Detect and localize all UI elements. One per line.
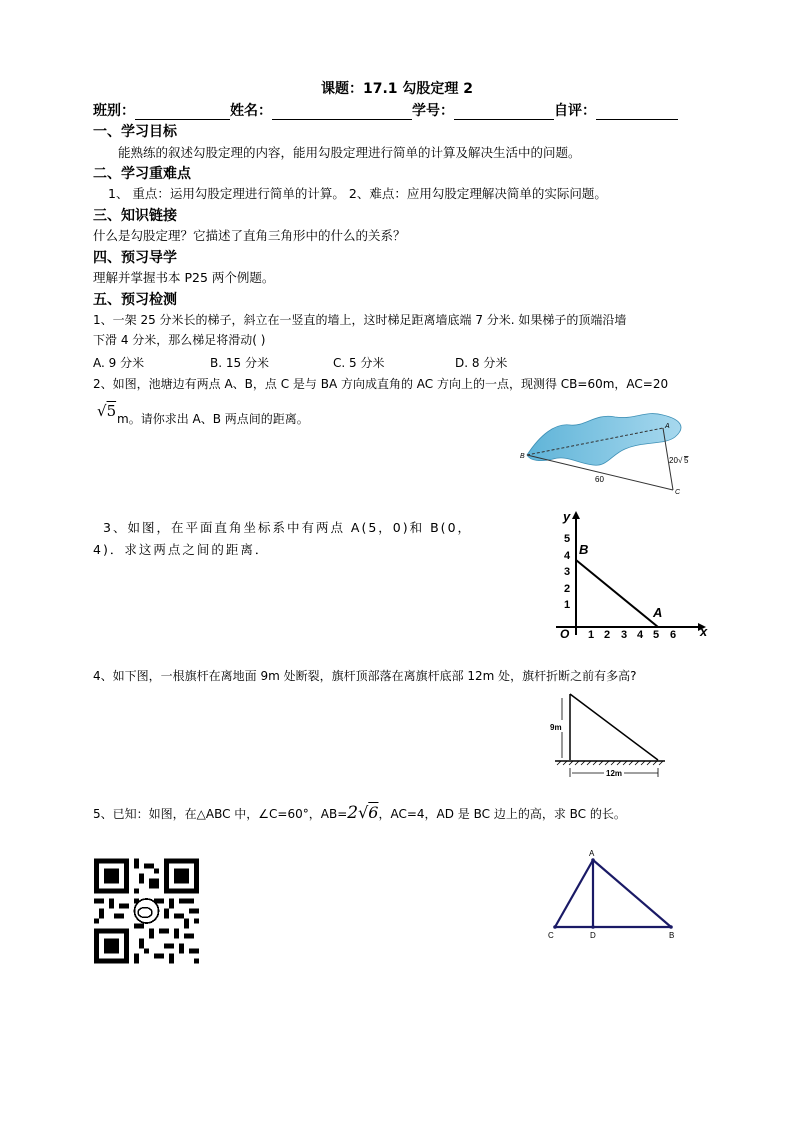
section-1-text: 能熟练的叙述勾股定理的内容，能用勾股定理进行简单的计算及解决生活中的问题。 xyxy=(118,145,581,160)
label-b: B xyxy=(669,931,675,940)
y-axis-arrow xyxy=(572,511,580,519)
q5-sqrt-sign: √ xyxy=(358,803,369,822)
q5-suffix: ，AC=4，AD 是 BC 边上的高，求 BC 的长。 xyxy=(378,807,626,821)
class-blank[interactable] xyxy=(135,105,230,120)
y-tick: 5 xyxy=(564,533,571,545)
q2-line2: m。请你求出 A、B 两点间的距离。 xyxy=(117,412,309,426)
label-20-root: 5 xyxy=(684,456,689,465)
id-blank[interactable] xyxy=(454,105,554,120)
label-b: B xyxy=(520,453,525,460)
x-tick: 5 xyxy=(653,629,660,640)
q3-line2: 4)．求这两点之间的距离． xyxy=(93,542,270,557)
q5-ab-coef: 2 xyxy=(347,803,359,823)
y-tick: 3 xyxy=(564,566,571,578)
point-b-label: B xyxy=(579,542,589,557)
eval-blank[interactable] xyxy=(596,105,678,120)
pond-figure xyxy=(515,405,700,495)
id-label: 学号： xyxy=(412,103,454,119)
x-tick: 4 xyxy=(637,629,644,640)
label-c: C xyxy=(675,489,681,495)
label-20: 20 xyxy=(669,456,678,465)
triangle-figure xyxy=(545,845,685,945)
flagpole-figure xyxy=(540,690,690,782)
name-blank[interactable] xyxy=(272,105,412,120)
q5-ab-root: 6 xyxy=(368,803,379,822)
q2-sqrt-5 xyxy=(97,402,116,420)
eval-label: 自评： xyxy=(554,103,596,119)
label-d: D xyxy=(590,931,596,940)
section-1-heading: 一、学习目标 xyxy=(93,124,177,140)
y-tick: 1 xyxy=(564,599,571,611)
y-tick: 4 xyxy=(564,550,571,562)
label-60: 60 xyxy=(595,475,604,484)
page-title: 课题：17.1 勾股定理 2 xyxy=(320,81,474,97)
qr-code-image xyxy=(94,857,199,965)
y-tick: 2 xyxy=(564,583,571,595)
axis-y-label: y xyxy=(563,509,571,524)
name-label: 姓名： xyxy=(230,103,272,119)
origin-label: O xyxy=(560,627,570,640)
q1-option-c: C. 5 分米 xyxy=(333,356,385,370)
section-4-text: 理解并掌握书本 P25 两个例题。 xyxy=(93,270,275,285)
label-c: C xyxy=(548,931,554,940)
section-2-text: 1、 重点：运用勾股定理进行简单的计算。 2、难点：应用勾股定理解决简单的实际问题。 xyxy=(108,186,607,201)
x-tick: 6 xyxy=(670,629,677,640)
label-12m: 12m xyxy=(606,769,623,778)
section-3-text: 什么是勾股定理？它描述了直角三角形中的什么的关系？ xyxy=(93,228,406,243)
q1-option-d: D. 8 分米 xyxy=(455,356,508,370)
y-tick-labels xyxy=(564,533,571,611)
label-a: A xyxy=(665,423,670,430)
student-info-line xyxy=(93,100,678,120)
label-9m: 9m xyxy=(550,723,562,732)
q5-text xyxy=(93,803,626,823)
q1-line2: 下滑 4 分米，那么梯足将滑动( ) xyxy=(93,333,266,347)
side-ca xyxy=(555,860,593,927)
section-5-heading: 五、预习检测 xyxy=(93,292,177,308)
section-3-heading: 三、知识链接 xyxy=(93,208,177,224)
q1-option-a: A. 9 分米 xyxy=(93,356,145,370)
label-20-sqrt: √ xyxy=(678,456,683,465)
q1-line1: 1、一架 25 分米长的梯子，斜立在一竖直的墙上，这时梯足距离墙底端 7 分米. 如果梯子的顶端沿墙 xyxy=(93,313,627,327)
q5-prefix: 5、已知：如图，在△ABC 中，∠C=60°，AB= xyxy=(93,807,348,821)
q2-line1: 2、如图，池塘边有两点 A、B，点 C 是与 BA 方向成直角的 AC 方向上的一点，现测得 CB=60m，AC=20 xyxy=(93,377,669,391)
section-2-heading: 二、学习重难点 xyxy=(93,166,191,182)
q3-line1: 3、如图，在平面直角坐标系中有两点 A(5，0)和 B(0， xyxy=(103,520,473,535)
q1-option-b: B. 15 分米 xyxy=(210,356,269,370)
pole-broken xyxy=(570,694,658,760)
x-tick: 3 xyxy=(621,629,628,640)
x-tick: 2 xyxy=(604,629,611,640)
class-label: 班别： xyxy=(93,103,135,119)
q4-text: 4、如下图，一根旗杆在离地面 9m 处断裂，旗杆顶部落在离旗杆底部 12m 处，旗杆折断之前有多高? xyxy=(93,669,637,683)
axis-x-label: x xyxy=(700,624,708,639)
side-ab xyxy=(593,860,671,927)
section-4-heading: 四、预习导学 xyxy=(93,250,177,266)
point-a-label: A xyxy=(653,605,663,620)
pond-shape xyxy=(527,414,681,466)
sqrt-sign: √ xyxy=(97,402,107,420)
coordinate-figure xyxy=(548,505,713,640)
label-a: A xyxy=(589,849,595,858)
segment-ab xyxy=(576,560,658,627)
x-tick: 1 xyxy=(588,629,595,640)
q2-root-value: 5 xyxy=(106,402,117,420)
x-tick-labels xyxy=(588,629,676,640)
